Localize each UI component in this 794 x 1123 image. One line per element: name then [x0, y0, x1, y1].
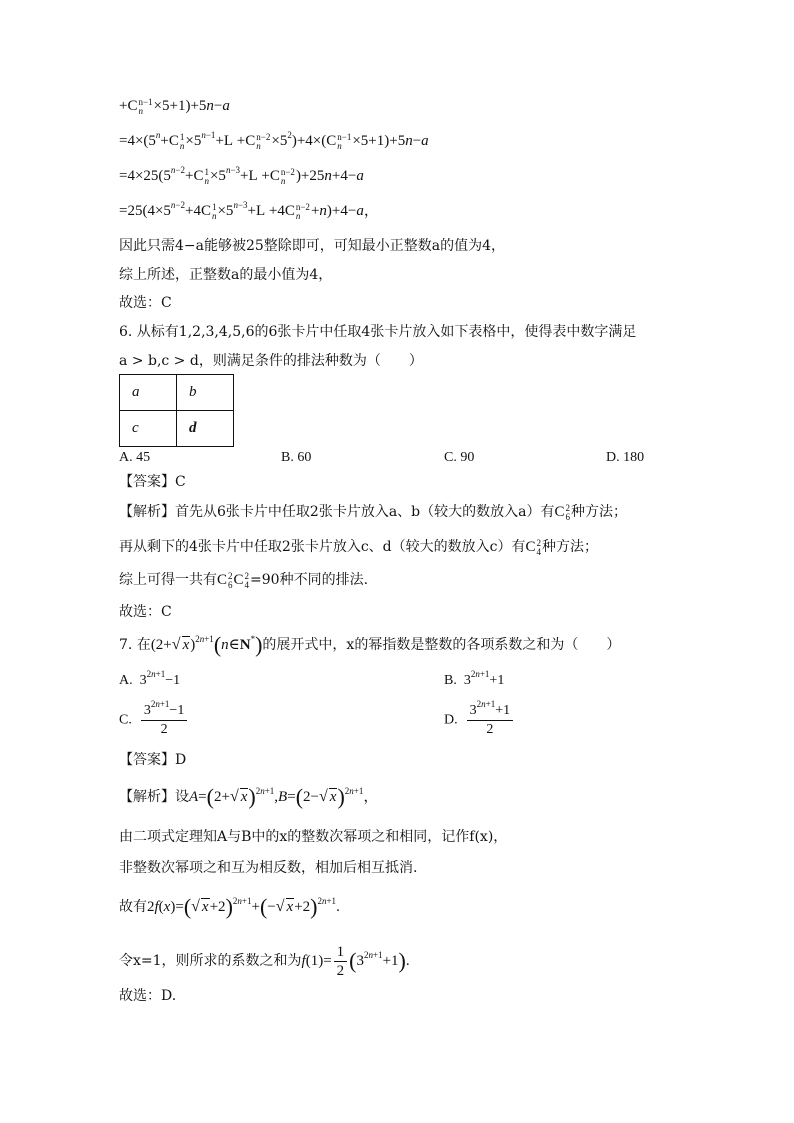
formula-line-3: $=4\times 25(5^{n-2}+C$ 1 n $\times 5^{n-3}+L +C$ n−2 n )+25n+4−a [119, 165, 364, 186]
q6-exp1-tail: 种方法； [570, 504, 627, 520]
q7-option-a: A. $3^{2n+1}-1$ [119, 669, 181, 688]
q7-option-b-label: B. [444, 673, 457, 688]
card-table [119, 374, 234, 447]
q7-option-a-label: A. [119, 673, 133, 688]
q6-stem-line-2: a > b,c > d，则满足条件的排法种数为（ ） [119, 353, 423, 369]
q7-explanation-4: 故有2f(x)=(√ x+2)$^{2n+1}$+(−√ x+2)$^{2n+1}$. [119, 894, 340, 919]
q6-option-a: A. 45 [119, 450, 151, 465]
q6-answer: 【答案】C [119, 474, 186, 490]
summary-line: 综上所述，正整数a的最小值为4， [119, 267, 333, 283]
formula-line-4: $=25(4\times 5^{n-2}+4C$ 1 n $\times 5^{n-3}+L +4C$ n−2 n +n)+4−a， [119, 200, 379, 221]
conclusion-line: 因此只需4−a能够被25整除即可，可知最小正整数a的值为4， [119, 238, 506, 254]
q7-option-d: D. $\frac{3^{2n+1}+1}{2}$ [444, 702, 515, 739]
cell-b: b [177, 375, 234, 411]
q7-exp1-text: 【解析】设 [119, 789, 189, 805]
q6-exp2-tail: 种方法； [541, 539, 598, 555]
cell-c: c [120, 411, 177, 447]
q7-stem: 7. 在(2+√ x)$^{2n+1}$(n∈N*)的展开式中，x的幂指数是整数的各项系数之和为（ ） [119, 632, 621, 657]
q7-explanation-1: 【解析】设A=(2+√ x)$^{2n+1}$,B=(2−√ x)$^{2n+1}$， [119, 784, 379, 809]
q6-explanation-2: 再从剩下的4张卡片中任取2张卡片放入c、d（较大的数放入c）有C 2 4 种方法； [119, 537, 598, 557]
q7-option-b: B. $3^{2n+1}+1$ [444, 669, 505, 688]
q6-explanation-3: 综上可得一共有C 2 6 C 2 4 =90种不同的排法. [119, 570, 369, 590]
q7-exp5-text: 令x=1，则所求的系数之和为 [119, 952, 302, 969]
q6-stem-line-1: 6. 从标有1,2,3,4,5,6的6张卡片中任取4张卡片放入如下表格中，使得表中数字满足 [119, 324, 637, 340]
formula-line-1: +C n−1 n ×5+1)+5n−a [119, 96, 230, 116]
q6-exp2-text: 再从剩下的4张卡片中任取2张卡片放入c、d（较大的数放入c）有 [119, 539, 526, 555]
q7-stem-pre: 7. 在 [119, 637, 151, 653]
choice-line: 故选：C [119, 295, 172, 311]
q6-exp3-text: 综上可得一共有 [119, 572, 217, 588]
q6-exp1-text: 【解析】首先从6张卡片中任取2张卡片放入a、b（较大的数放入a）有 [119, 504, 555, 520]
q6-final: 故选：C [119, 604, 172, 620]
q7-explanation-5: 令x=1，则所求的系数之和为f(1)= $\frac{1}{2}$ $(3^{2n+1}+1)$. [119, 944, 410, 979]
q6-option-b: B. 60 [281, 450, 312, 465]
q7-option-d-label: D. [444, 712, 458, 728]
cell-d: d [177, 411, 234, 447]
q7-option-c: C. $\frac{3^{2n+1}-1}{2}$ [119, 702, 189, 739]
q7-explanation-2: 由二项式定理知A与B中的x的整数次幂项之和相同，记作f(x)， [119, 829, 508, 845]
q7-exp4-text: 故有 [119, 899, 147, 915]
q6-exp3-tail: =90种不同的排法. [250, 572, 369, 588]
q7-final: 故选：D. [119, 988, 177, 1004]
q7-answer: 【答案】D [119, 752, 187, 768]
formula-line-2: $=4\times(5^n+C$ 1 n $\times 5^{n-1}+L +C$ n−2 n $\times 5^2)+4\times(C$ n−1 n ×5+1)+5n−a [119, 130, 429, 151]
q6-option-d: D. 180 [606, 450, 645, 465]
q7-option-c-label: C. [119, 712, 132, 728]
q7-explanation-3: 非整数次幂项之和互为相反数，相加后相互抵消. [119, 860, 418, 876]
q6-option-c: C. 90 [444, 450, 475, 465]
q7-stem-post: 的展开式中，x的幂指数是整数的各项系数之和为（ ） [262, 637, 621, 653]
cell-a: a [120, 375, 177, 411]
q6-explanation-1: 【解析】首先从6张卡片中任取2张卡片放入a、b（较大的数放入a）有C 2 6 种方法； [119, 502, 627, 522]
